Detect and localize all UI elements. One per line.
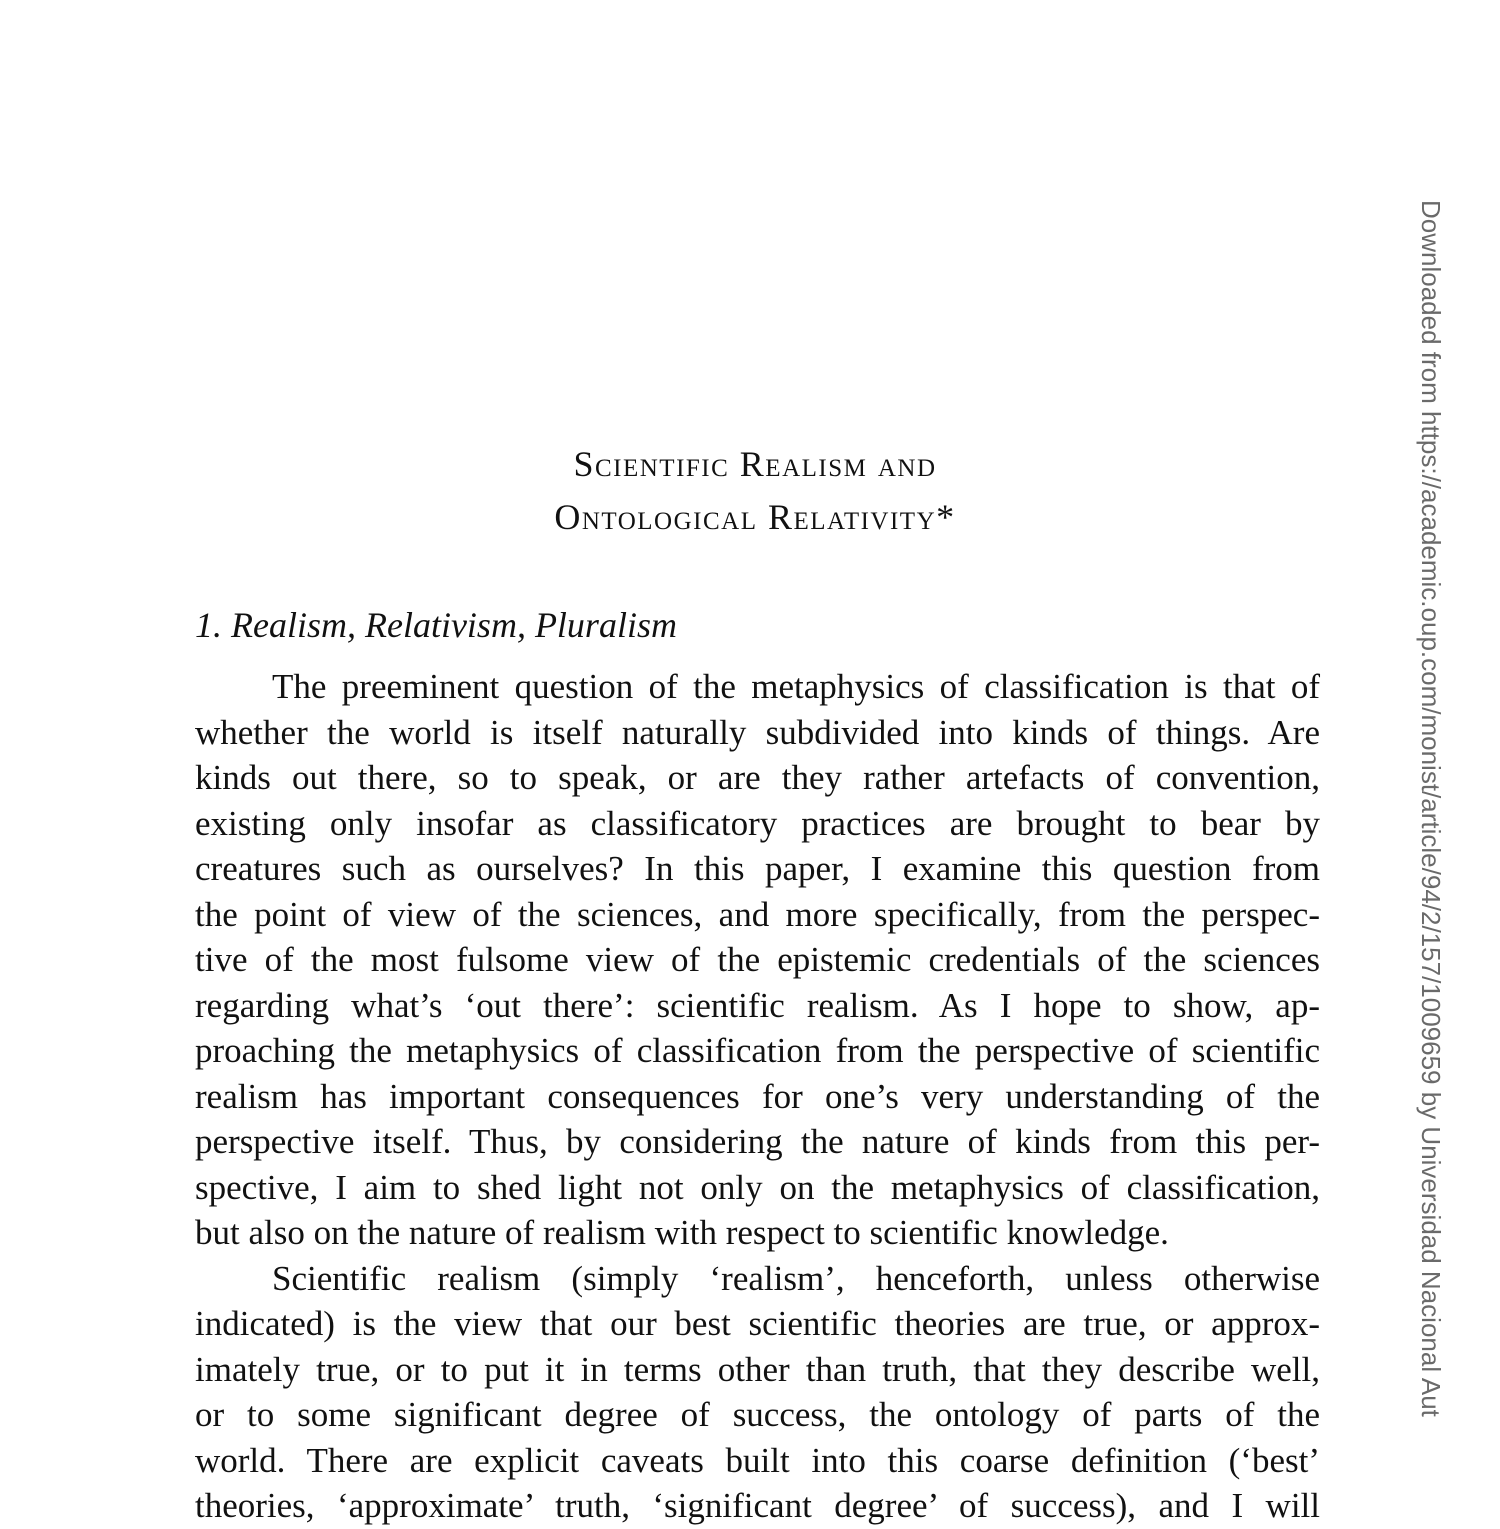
text-line: theories, ‘approximate’ truth, ‘significant degree’ of success), and I will — [195, 1486, 1320, 1525]
article-title-line-2: Ontological Relativity* — [554, 497, 956, 537]
paragraph-2 — [195, 1256, 1320, 1529]
text-line: The preeminent question of the metaphysics of classification is that of — [272, 667, 1320, 706]
text-line: or to some significant degree of success, the ontology of parts of the — [195, 1395, 1320, 1434]
text-line: indicated) is the view that our best scientific theories are true, or approx- — [195, 1304, 1320, 1343]
text-line: regarding what’s ‘out there’: scientific realism. As I hope to show, ap- — [195, 985, 1320, 1025]
section-heading: 1. Realism, Relativism, Pluralism — [195, 605, 677, 645]
text-line: tive of the most fulsome view of the epistemic credentials of the sciences — [195, 940, 1320, 979]
text-line: whether the world is itself naturally subdivided into kinds of things. Are — [195, 712, 1320, 752]
text-line: perspective itself. Thus, by considering the nature of kinds from this per- — [195, 1122, 1320, 1161]
text-line: kinds out there, so to speak, or are they rather artefacts of convention, — [195, 758, 1320, 797]
article-title-line-1: Scientific Realism and — [573, 444, 937, 484]
text-line: imately true, or to put it in terms other than truth, that they describe well, — [195, 1349, 1320, 1389]
text-line: realism has important consequences for one’s very understanding of the — [195, 1076, 1320, 1116]
text-line: the point of view of the sciences, and more specifically, from the perspec- — [195, 894, 1320, 934]
text-line: world. There are explicit caveats built into this coarse definition (‘best’ — [195, 1440, 1320, 1480]
paragraph-1 — [195, 664, 1320, 1256]
text-line: Scientific realism (simply ‘realism’, henceforth, unless otherwise — [272, 1258, 1320, 1298]
text-line: spective, I aim to shed light not only on the metaphysics of classification, — [195, 1167, 1320, 1207]
body-text — [195, 664, 1320, 1529]
text-line: creatures such as ourselves? In this paper, I examine this question from — [195, 849, 1320, 888]
download-watermark: Downloaded from https://academic.oup.com/monist/article/94/2/157/1009659 by Universidad Nacional Aut — [1416, 200, 1446, 1417]
text-line: but also on the nature of realism with respect to scientific knowledge. — [195, 1213, 1169, 1252]
text-line: existing only insofar as classificatory practices are brought to bear by — [195, 803, 1320, 843]
text-line: proaching the metaphysics of classification from the perspective of scientific — [195, 1031, 1320, 1070]
